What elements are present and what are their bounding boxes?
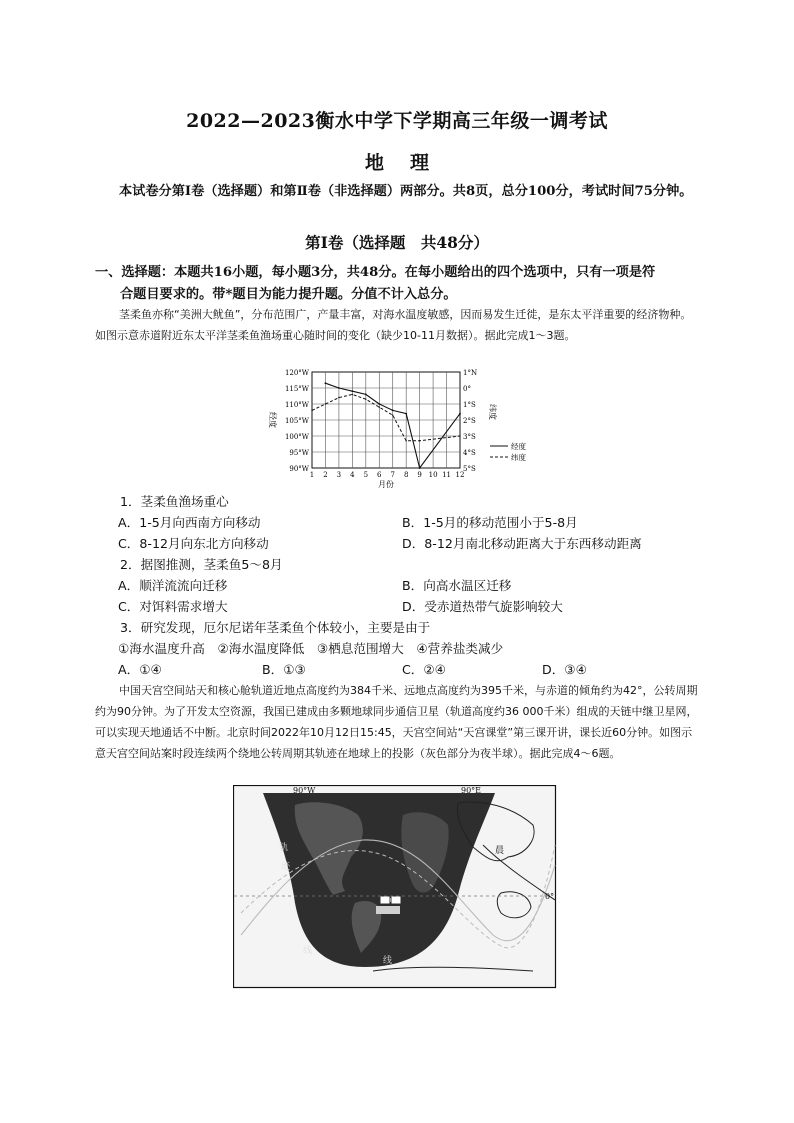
y-right-tick-label: 4°S: [463, 449, 476, 457]
q3-option-c[interactable]: C．②④: [402, 662, 446, 677]
exam-intro: 本试卷分第Ⅰ卷（选择题）和第Ⅱ卷（非选择题）两部分。共8页，总分100分，考试时间75分钟。: [119, 184, 693, 199]
x-tick-label: 6: [377, 471, 382, 479]
question-2-stem: 2．据图推测，茎柔鱼5～8月: [120, 557, 283, 572]
x-tick-label: 4: [350, 471, 355, 479]
x-tick-label: 12: [455, 471, 465, 479]
y-right-tick-label: 1°S: [463, 401, 476, 409]
q3-option-b[interactable]: B．①③: [262, 662, 306, 677]
y-left-tick-label: 95°W: [289, 449, 309, 457]
map-label-1: 轨: [279, 843, 289, 853]
y-left-tick-label: 90°W: [289, 465, 309, 473]
lon-label-90e: 90°E: [461, 786, 482, 795]
subject-title: 地理: [364, 152, 455, 174]
y-right-tick-label: 5°S: [463, 465, 476, 473]
y-left-tick-label: 100°W: [284, 433, 309, 441]
exam-title: 2022—2023衡水中学下学期高三年级一调考试: [186, 110, 608, 132]
map-label-2: 迹: [281, 862, 291, 872]
longitude-point: [325, 382, 327, 384]
series-latitude-line: [312, 394, 460, 440]
x-tick-label: 5: [363, 471, 369, 479]
q2-option-c[interactable]: C．对饵料需求增大: [118, 599, 228, 614]
y-right-tick-label: 1°N: [463, 369, 478, 377]
latitude-point: [419, 440, 420, 441]
x-tick-label: 2: [323, 471, 328, 479]
q1-option-c[interactable]: C．8-12月向东北方向移动: [118, 536, 269, 551]
x-tick-label: 9: [417, 471, 422, 479]
q2-option-a[interactable]: A．顺洋流流向迁移: [118, 578, 228, 593]
x-tick-label: 7: [390, 471, 395, 479]
y-right-tick-label: 0°: [463, 385, 471, 393]
lat-label-equator: 0°: [545, 892, 555, 901]
y-right-tick-label: 2°S: [463, 417, 476, 425]
y-right-axis-label: 纬度: [488, 404, 497, 420]
section-instruction: [95, 262, 700, 306]
latitude-point: [325, 403, 326, 404]
latitude-point: [459, 435, 460, 436]
legend-label-latitude: 纬度: [511, 453, 526, 462]
longitude-point: [405, 413, 407, 415]
map-label-4: 晨: [495, 846, 505, 856]
question-3-stem: 3．研究发现，厄尔尼诺年茎柔鱼个体较小，主要是由于: [120, 620, 431, 635]
q3-option-a[interactable]: A．①④: [118, 662, 162, 677]
x-tick-label: 11: [442, 471, 452, 479]
longitude-point: [459, 413, 461, 415]
q1-option-b[interactable]: B．1-5月的移动范围小于5-8月: [402, 515, 578, 530]
y-left-axis-label: 经度: [268, 412, 277, 428]
y-left-tick-label: 105°W: [284, 417, 309, 425]
y-left-tick-label: 110°W: [284, 401, 309, 409]
y-left-tick-label: 115°W: [284, 385, 309, 393]
latitude-point: [352, 394, 353, 395]
q3-statements: ①海水温度升高 ②海水温度降低 ③栖息范围增大 ④营养盐类减少: [118, 641, 504, 656]
q2-option-b[interactable]: B．向高水温区迁移: [402, 578, 512, 593]
x-tick-label: 3: [336, 471, 342, 479]
tiangong-orbit-map: [233, 785, 558, 990]
legend-label-longitude: 经度: [511, 442, 526, 451]
station-label-box: [376, 906, 400, 914]
fishery-chart: [262, 363, 532, 488]
x-tick-label: 8: [403, 471, 409, 479]
latitude-point: [379, 407, 380, 408]
map-label-3: 线: [303, 946, 313, 956]
longitude-point: [338, 387, 340, 389]
material-2: 中国天宫空间站天和核心舱轨道近地点高度约为384千米、远地点高度约为395千米，与赤道的倾角约为42°，公转周期约为90分钟。为了开发太空资源，我国已建成由多颗地球同步通信卫星（轨道高度约36 000千米）组成的天链中继卫星网，可以实现天地通话不中断。北京时间2022年10月12日15:45，天宫空间站“天宫课堂”第三课开讲，课长近60分钟。如图示意天宫空间站案时段连续两个绕地公转周期其轨迹在地球上的投影（灰色部分为夜半球）。据此完成4～6题。: [95, 684, 698, 760]
map-label-5: 线: [383, 956, 393, 966]
instruction-line-2: 合题目要求的。带*题目为能力提升题。分值不计入总分。: [120, 287, 457, 302]
x-tick-label: 10: [428, 471, 438, 479]
y-left-tick-label: 120°W: [284, 369, 309, 377]
section-heading: 第Ⅰ卷（选择题 共48分）: [305, 233, 489, 252]
latitude-point: [338, 397, 339, 398]
question-1-stem: 1．茎柔鱼渔场重心: [120, 494, 229, 509]
x-axis-label: 月份: [378, 480, 394, 488]
lon-label-90w: 90°W: [293, 786, 316, 795]
longitude-point: [365, 394, 367, 396]
q2-option-d[interactable]: D．受赤道热带气旋影响较大: [402, 599, 563, 614]
longitude-point: [419, 467, 421, 469]
longitude-point: [392, 410, 394, 412]
longitude-point: [351, 390, 353, 392]
q1-option-d[interactable]: D．8-12月南北移动距离大于东西移动距离: [402, 536, 642, 551]
instruction-line-1: 一、选择题：本题共16小题，每小题3分，共48分。在每小题给出的四个选项中，只有一项是符: [95, 265, 656, 280]
material-1: 茎柔鱼亦称“美洲大鱿鱼”，分布范围广，产量丰富，对海水温度敏感，因而易发生迁徙，是东太平洋重要的经济物种。如图示意赤道附近东太平洋茎柔鱼渔场重心随时间的变化（缺少10-11月数据）。据此完成1～3题。: [95, 308, 692, 342]
longitude-point: [378, 403, 380, 405]
latitude-point: [311, 410, 312, 411]
q3-option-d[interactable]: D．③④: [542, 662, 587, 677]
q1-option-a[interactable]: A．1-5月向西南方向移动: [118, 515, 261, 530]
y-right-tick-label: 3°S: [463, 433, 476, 441]
latitude-point: [405, 440, 406, 441]
latitude-point: [392, 415, 393, 416]
x-tick-label: 1: [309, 471, 315, 479]
latitude-point: [365, 399, 366, 400]
